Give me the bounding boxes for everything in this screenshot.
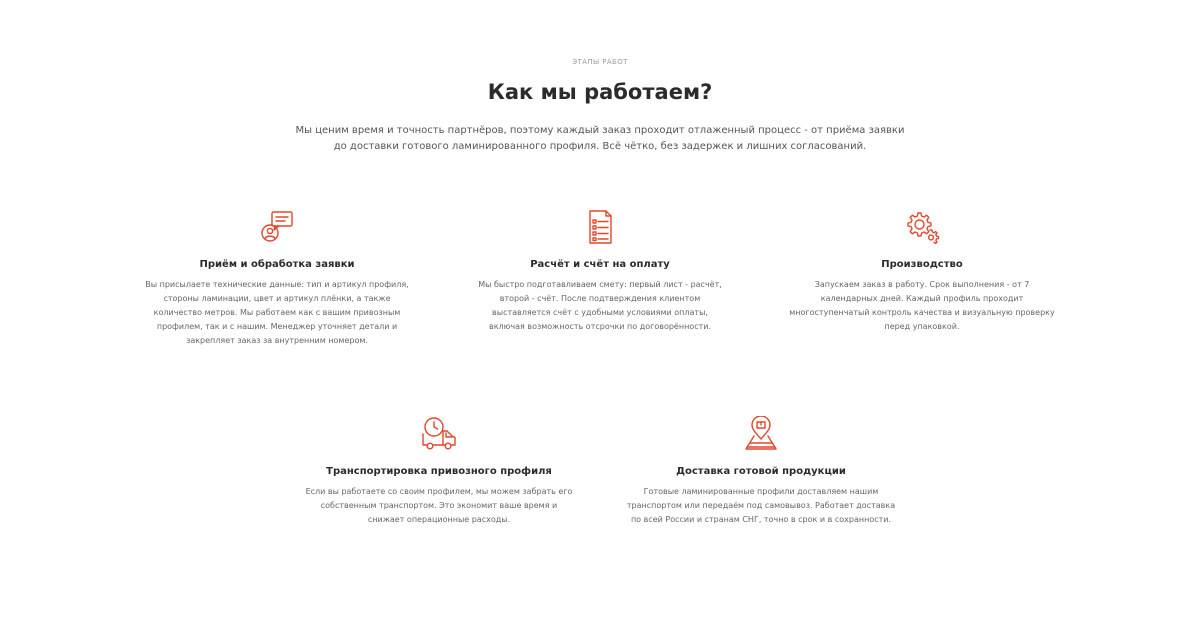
step-card-estimate <box>450 209 750 334</box>
section-title: Как мы работаем? <box>487 80 713 104</box>
step-title: Производство <box>881 259 963 270</box>
location-box-icon <box>743 416 779 452</box>
step-title: Расчёт и счёт на оплату <box>530 259 670 270</box>
step-description: Мы быстро подготавливаем смету: первый лист - расчёт, второй - счёт. После подтверждения клиентом выставляется счёт с удобными условиями оплаты, включая возможность отсрочки по договорённости. <box>478 280 722 331</box>
document-list-icon <box>582 209 618 245</box>
step-title: Транспортировка привозного профиля <box>326 466 552 477</box>
eyebrow-label: ЭТАПЫ РАБОТ <box>572 58 628 66</box>
step-title: Доставка готовой продукции <box>676 466 846 477</box>
step-title: Приём и обработка заявки <box>199 259 355 270</box>
gears-icon <box>904 209 940 245</box>
step-card-transport <box>289 416 589 527</box>
step-description: Готовые ламинированные профили доставляем нашим транспортом или передаём под самовывоз. Работает доставка по всей России и странам СНГ, точно в срок и в сохранности. <box>626 487 896 524</box>
step-description: Вы присылаете технические данные: тип и артикул профиля, стороны ламинации, цвет и артикул плёнки, а также количество метров. Мы работаем как с вашим привозным профилем, так и с нашим. Менеджер уточняет детали и закрепляет заказ за внутренним номером. <box>145 280 409 345</box>
delivery-truck-clock-icon <box>421 416 457 452</box>
section-lead: Мы ценим время и точность партнёров, поэтому каждый заказ проходит отлаженный процесс - от приёма заявки до доставки готового ламинированного профиля. Всё чётко, без задержек и лишних согласований. <box>295 125 905 152</box>
step-description: Если вы работаете со своим профилем, мы можем забрать его собственным транспортом. Это экономит ваше время и снижает операционные расходы. <box>305 487 573 524</box>
step-card-application <box>127 209 427 348</box>
user-chat-icon <box>259 209 295 245</box>
step-description: Запускаем заказ в работу. Срок выполнения - от 7 календарных дней. Каждый профиль проходит многоступенчатый контроль качества и визуальную проверку перед упаковкой. <box>789 280 1055 331</box>
step-card-production <box>772 209 1072 334</box>
step-card-delivery <box>611 416 911 527</box>
